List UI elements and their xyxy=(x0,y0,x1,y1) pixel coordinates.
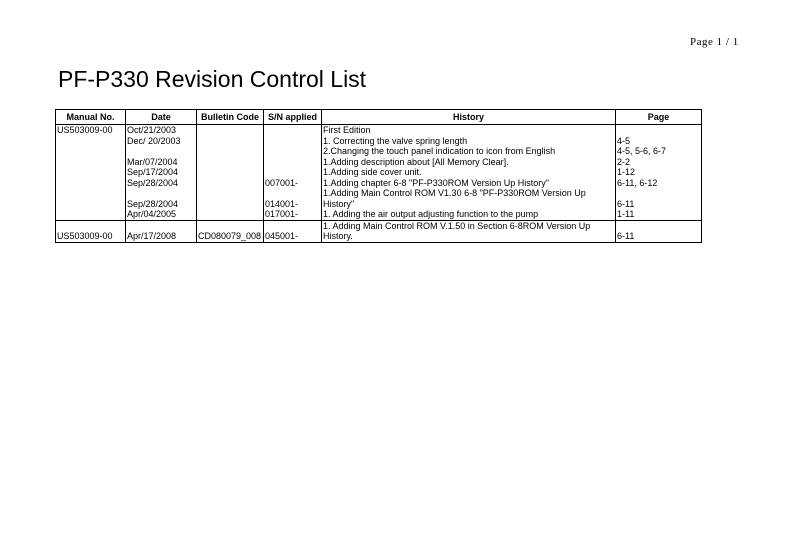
cell-history: 1.Adding description about [All Memory Clear]. xyxy=(322,157,616,168)
cell-page: 2-2 xyxy=(616,157,702,168)
cell-bulletin-code xyxy=(197,220,264,231)
cell-page: 1-11 xyxy=(616,209,702,220)
cell-manual-no xyxy=(56,157,126,168)
cell-bulletin-code xyxy=(197,136,264,147)
table-row xyxy=(56,188,702,199)
table-row xyxy=(56,146,702,157)
cell-history: 1.Adding Main Control ROM V1.30 6-8 "PF-P330ROM Version Up xyxy=(322,188,616,199)
cell-page: 6-11 xyxy=(616,231,702,242)
cell-date xyxy=(126,146,197,157)
cell-history: 1.Adding side cover unit. xyxy=(322,167,616,178)
page-title: PF-P330 Revision Control List xyxy=(58,66,367,92)
cell-page: 6-11 xyxy=(616,199,702,210)
header-date: Date xyxy=(126,110,197,125)
cell-date: Oct/21/2003 xyxy=(126,125,197,136)
cell-history: 1. Correcting the valve spring length xyxy=(322,136,616,147)
table-header-row xyxy=(56,110,702,125)
cell-bulletin-code xyxy=(197,157,264,168)
cell-bulletin-code xyxy=(197,146,264,157)
cell-sn-applied xyxy=(264,188,322,199)
cell-date: Sep/17/2004 xyxy=(126,167,197,178)
cell-history: 1. Adding Main Control ROM V.1.50 in Section 6-8ROM Version Up xyxy=(322,220,616,231)
cell-date: Apr/17/2008 xyxy=(126,231,197,242)
cell-sn-applied: 017001- xyxy=(264,209,322,220)
cell-sn-applied: 045001- xyxy=(264,231,322,242)
cell-date xyxy=(126,188,197,199)
cell-bulletin-code xyxy=(197,188,264,199)
table-row xyxy=(56,167,702,178)
cell-bulletin-code xyxy=(197,178,264,189)
table-row xyxy=(56,209,702,220)
cell-history: 1.Adding chapter 6-8 "PF-P330ROM Version Up History" xyxy=(322,178,616,189)
cell-page xyxy=(616,188,702,199)
cell-bulletin-code: CD080079_008 xyxy=(197,231,264,242)
cell-manual-no xyxy=(56,146,126,157)
cell-sn-applied xyxy=(264,125,322,136)
cell-sn-applied: 007001- xyxy=(264,178,322,189)
cell-manual-no xyxy=(56,178,126,189)
header-history: History xyxy=(322,110,616,125)
cell-sn-applied xyxy=(264,146,322,157)
cell-manual-no xyxy=(56,199,126,210)
cell-bulletin-code xyxy=(197,167,264,178)
cell-page: 6-11, 6-12 xyxy=(616,178,702,189)
cell-date xyxy=(126,220,197,231)
cell-manual-no: US503009-00 xyxy=(56,125,126,136)
cell-sn-applied xyxy=(264,220,322,231)
cell-page: 4-5, 5-6, 6-7 xyxy=(616,146,702,157)
cell-bulletin-code xyxy=(197,199,264,210)
cell-manual-no xyxy=(56,167,126,178)
header-sn-applied: S/N applied xyxy=(264,110,322,125)
cell-date: Sep/28/2004 xyxy=(126,178,197,189)
table-row xyxy=(56,157,702,168)
cell-history: 2.Changing the touch panel indication to icon from English xyxy=(322,146,616,157)
table-row xyxy=(56,220,702,231)
cell-sn-applied xyxy=(264,157,322,168)
cell-sn-applied xyxy=(264,167,322,178)
cell-history: History" xyxy=(322,199,616,210)
table-row xyxy=(56,136,702,147)
cell-bulletin-code xyxy=(197,125,264,136)
revision-table xyxy=(55,109,702,243)
cell-history: First Edition xyxy=(322,125,616,136)
cell-page xyxy=(616,220,702,231)
cell-date: Dec/ 20/2003 xyxy=(126,136,197,147)
table-row xyxy=(56,125,702,136)
cell-sn-applied xyxy=(264,136,322,147)
table-row xyxy=(56,178,702,189)
cell-date: Mar/07/2004 xyxy=(126,157,197,168)
cell-manual-no xyxy=(56,188,126,199)
cell-history: History. xyxy=(322,231,616,242)
cell-date: Apr/04/2005 xyxy=(126,209,197,220)
cell-date: Sep/28/2004 xyxy=(126,199,197,210)
cell-bulletin-code xyxy=(197,209,264,220)
cell-sn-applied: 014001- xyxy=(264,199,322,210)
page-number: Page 1 / 1 xyxy=(690,36,739,48)
header-bulletin-code: Bulletin Code xyxy=(197,110,264,125)
table-row xyxy=(56,199,702,210)
header-manual-no: Manual No. xyxy=(56,110,126,125)
cell-manual-no xyxy=(56,220,126,231)
cell-page: 4-5 xyxy=(616,136,702,147)
cell-history: 1. Adding the air output adjusting function to the pump xyxy=(322,209,616,220)
cell-manual-no: US503009-00 xyxy=(56,231,126,242)
cell-manual-no xyxy=(56,209,126,220)
cell-manual-no xyxy=(56,136,126,147)
table-row xyxy=(56,231,702,242)
header-page: Page xyxy=(616,110,702,125)
cell-page xyxy=(616,125,702,136)
cell-page: 1-12 xyxy=(616,167,702,178)
